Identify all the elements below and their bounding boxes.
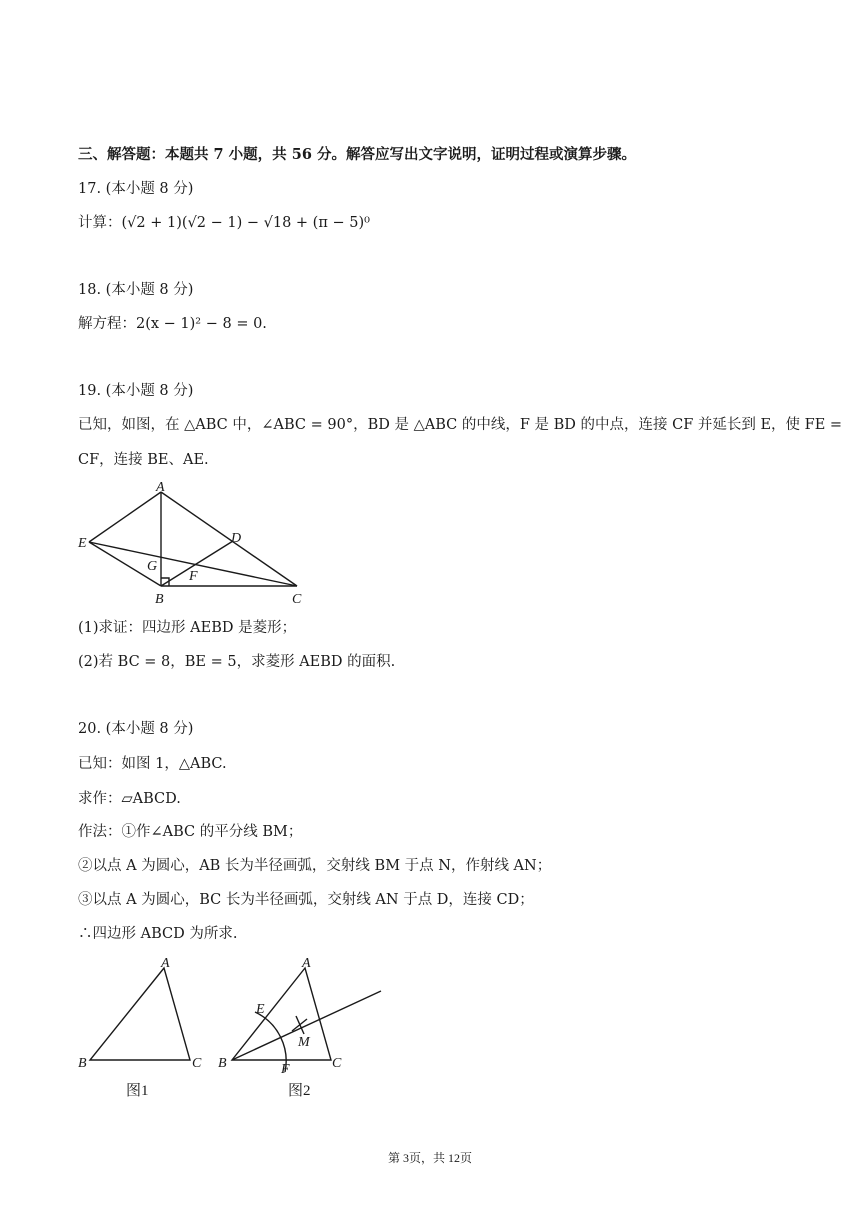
q20-conclusion: ∴四边形 ABCD 为所求. <box>78 926 238 942</box>
q19-label-G: G <box>147 559 158 574</box>
q20-step1: 作法：①作∠ABC 的平分线 BM； <box>78 824 303 840</box>
fig2-label-A: A <box>302 956 311 971</box>
q19-part2: (2)若 BC = 8，BE = 5，求菱形 AEBD 的面积. <box>78 654 396 670</box>
q18-title: 18. (本小题 8 分) <box>78 282 194 298</box>
fig2-label-E: E <box>256 1002 265 1017</box>
q19-label-B: B <box>155 592 164 607</box>
fig2-label-B: B <box>218 1056 227 1071</box>
fig1-label-B: B <box>78 1056 87 1071</box>
q20-step2: ②以点 A 为圆心，AB 长为半径画弧，交射线 BM 于点 N，作射线 AN； <box>78 858 552 874</box>
fig1-caption: 图1 <box>126 1083 149 1099</box>
fig2-label-F: F <box>281 1062 290 1077</box>
q20-figure-1 <box>75 950 215 1100</box>
q17-title: 17. (本小题 8 分) <box>78 181 194 197</box>
q17-body: 计算：(√2 + 1)(√2 − 1) − √18 + (π − 5)⁰ <box>78 215 370 231</box>
fig2-label-M: M <box>298 1035 310 1050</box>
fig1-label-A: A <box>161 956 170 971</box>
q20-construct: 求作：▱ABCD. <box>78 791 181 807</box>
q19-title: 19. (本小题 8 分) <box>78 383 194 399</box>
q19-figure <box>75 480 315 610</box>
q19-label-A: A <box>156 480 165 495</box>
q19-label-D: D <box>231 531 242 546</box>
q19-label-E: E <box>78 536 87 551</box>
q20-step3: ③以点 A 为圆心，BC 长为半径画弧，交射线 AN 于点 D，连接 CD； <box>78 892 534 908</box>
q19-body-line1: 已知，如图，在 △ABC 中，∠ABC = 90°，BD 是 △ABC 的中线，F 是 BD 的中点，连接 CF 并延长到 E，使 FE = <box>78 417 843 433</box>
fig2-caption: 图2 <box>288 1083 311 1099</box>
page-footer: 第 3页，共 12页 <box>387 1151 472 1165</box>
q20-figure-2 <box>215 950 390 1100</box>
q19-part1: (1)求证：四边形 AEBD 是菱形； <box>78 620 297 636</box>
q20-title: 20. (本小题 8 分) <box>78 721 194 737</box>
fig2-label-C: C <box>332 1056 342 1071</box>
section-header: 三、解答题：本题共 7 小题，共 56 分。解答应写出文字说明，证明过程或演算步骤。 <box>78 146 636 163</box>
q19-body-line2: CF，连接 BE、AE. <box>78 452 209 468</box>
q19-label-F: F <box>189 569 198 584</box>
q18-body: 解方程：2(x − 1)² − 8 = 0. <box>78 316 267 332</box>
q20-given: 已知：如图 1，△ABC. <box>78 756 227 772</box>
fig1-label-C: C <box>192 1056 202 1071</box>
q19-label-C: C <box>292 592 302 607</box>
